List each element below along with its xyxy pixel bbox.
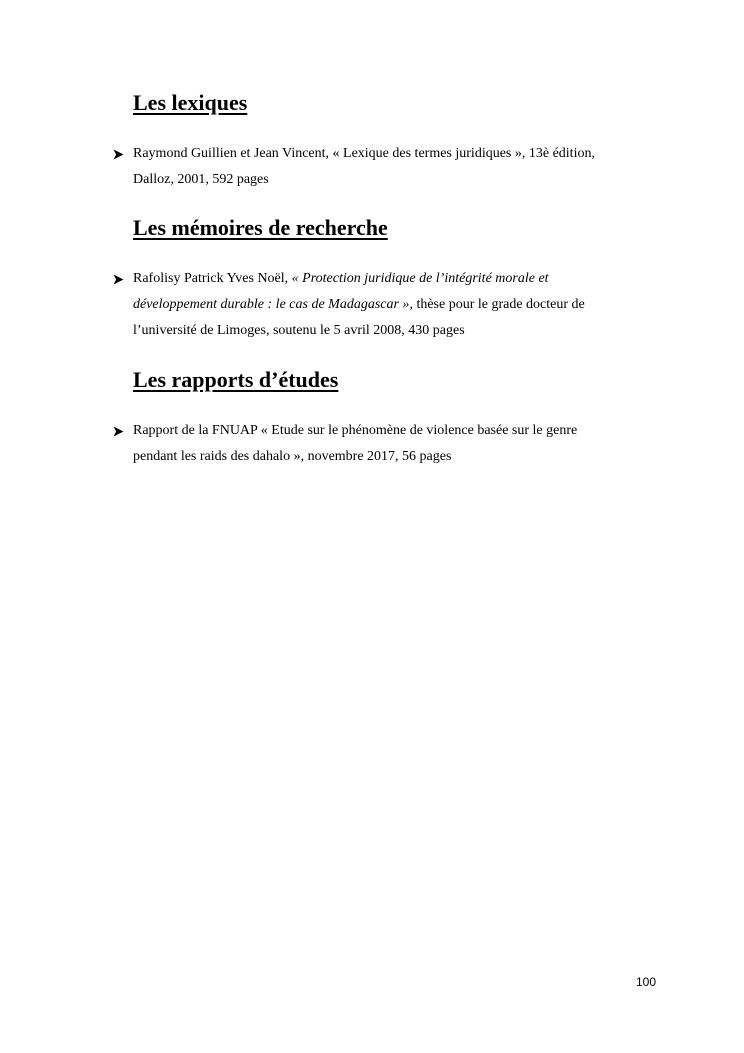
section-heading-rapports: Les rapports d’études (133, 367, 339, 392)
section-heading-lexiques: Les lexiques (133, 90, 248, 115)
entry-line (133, 318, 652, 344)
entry-line (133, 266, 652, 292)
entry-line (133, 141, 652, 167)
italic-title-run: développement durable : le cas de Madagascar » (133, 297, 410, 312)
italic-title-run: « Protection juridique de l’intégrité morale et (291, 271, 549, 286)
entry-text (133, 266, 652, 344)
arrowhead-bullet-icon (112, 141, 126, 167)
entry-line (133, 444, 652, 470)
entry-line (133, 167, 652, 193)
text-run: pendant les raids des dahalo », novembre 2017, 56 pages (133, 449, 452, 464)
entry-line (133, 292, 652, 318)
text-run: Rapport de la FNUAP « Etude sur le phénomène de violence basée sur le genre (133, 423, 578, 438)
text-run: l’université de Limoges, soutenu le 5 avril 2008, 430 pages (133, 323, 465, 338)
bibliography-entry (112, 418, 652, 470)
text-run: Dalloz, 2001, 592 pages (133, 172, 269, 187)
arrowhead-bullet-icon (112, 418, 126, 444)
entry-text (133, 141, 652, 193)
text-run: , thèse pour le grade docteur de (409, 297, 585, 312)
bibliography-entry (112, 266, 652, 344)
bibliography-entry (112, 141, 652, 193)
section-heading-memoires: Les mémoires de recherche (133, 215, 388, 240)
text-run: Raymond Guillien et Jean Vincent, « Lexique des termes juridiques », 13è édition, (133, 146, 595, 161)
page-number: 100 (635, 975, 656, 989)
text-run: Rafolisy Patrick Yves Noël, (133, 271, 292, 286)
entry-line (133, 418, 652, 444)
arrowhead-bullet-icon (112, 266, 126, 292)
entry-text (133, 418, 652, 470)
